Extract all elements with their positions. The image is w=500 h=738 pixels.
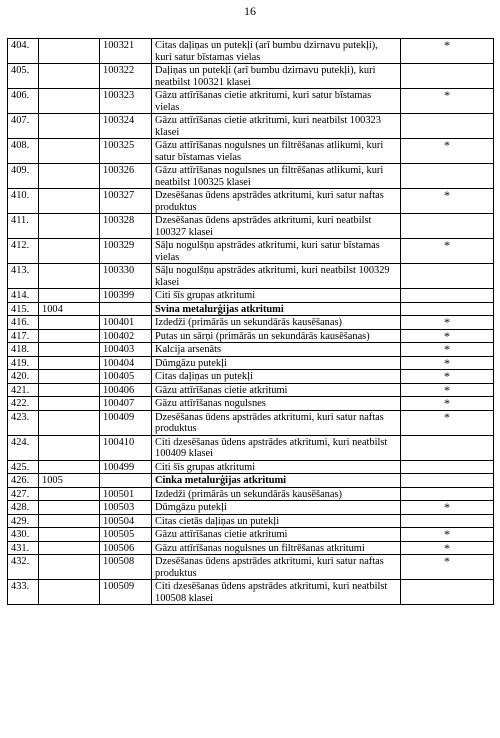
description-cell: Dzesēšanas ūdens apstrādes atkritumi, kuri satur naftas produktus <box>152 410 401 435</box>
table-row <box>8 89 494 114</box>
row-number-cell: 406. <box>8 89 39 114</box>
row-number-cell: 412. <box>8 239 39 264</box>
hazard-mark-cell: * <box>401 89 494 114</box>
hazard-mark-cell <box>401 289 494 303</box>
table-row <box>8 329 494 343</box>
group-code-cell: 1004 <box>39 302 100 316</box>
description-cell: Kalcija arsenāts <box>152 343 401 357</box>
group-code-cell <box>39 114 100 139</box>
waste-code-cell: 100503 <box>100 501 152 515</box>
description-cell: Citi dzesēšanas ūdens apstrādes atkritumi, kuri neatbilst 100409 klasei <box>152 435 401 460</box>
hazard-mark-cell <box>401 460 494 474</box>
description-cell: Citas daļiņas un putekļi <box>152 370 401 384</box>
row-number-cell: 432. <box>8 555 39 580</box>
waste-code-cell: 100499 <box>100 460 152 474</box>
hazard-mark-cell <box>401 64 494 89</box>
table-row <box>8 528 494 542</box>
waste-code-cell: 100323 <box>100 89 152 114</box>
row-number-cell: 419. <box>8 356 39 370</box>
row-number-cell: 404. <box>8 39 39 64</box>
row-number-cell: 408. <box>8 139 39 164</box>
row-number-cell: 429. <box>8 514 39 528</box>
waste-code-cell: 100328 <box>100 214 152 239</box>
description-cell: Citas daļiņas un putekļi (arī bumbu dzirnavu putekļi), kuri satur bīstamas vielas <box>152 39 401 64</box>
hazard-mark-cell: * <box>401 501 494 515</box>
description-cell: Citi šīs grupas atkritumi <box>152 460 401 474</box>
group-code-cell <box>39 501 100 515</box>
row-number-cell: 410. <box>8 189 39 214</box>
table-row <box>8 555 494 580</box>
table-row <box>8 460 494 474</box>
row-number-cell: 423. <box>8 410 39 435</box>
table-row <box>8 383 494 397</box>
row-number-cell: 416. <box>8 316 39 330</box>
group-code-cell <box>39 410 100 435</box>
group-code-cell <box>39 541 100 555</box>
table-row <box>8 139 494 164</box>
description-cell: Gāzu attīrīšanas nogulsnes un filtrēšanas atkritumi <box>152 541 401 555</box>
waste-code-cell: 100326 <box>100 164 152 189</box>
hazard-mark-cell: * <box>401 189 494 214</box>
group-code-cell <box>39 580 100 605</box>
row-number-cell: 413. <box>8 264 39 289</box>
row-number-cell: 414. <box>8 289 39 303</box>
hazard-mark-cell: * <box>401 541 494 555</box>
row-number-cell: 411. <box>8 214 39 239</box>
group-code-cell <box>39 264 100 289</box>
group-code-cell <box>39 343 100 357</box>
waste-code-cell: 100401 <box>100 316 152 330</box>
table-row <box>8 435 494 460</box>
group-code-cell <box>39 139 100 164</box>
hazard-mark-cell <box>401 264 494 289</box>
description-cell: Gāzu attīrīšanas nogulsnes un filtrēšanas atlikumi, kuri neatbilst 100325 klasei <box>152 164 401 189</box>
description-cell: Gāzu attīrīšanas cietie atkritumi, kuri satur bīstamas vielas <box>152 89 401 114</box>
description-cell: Gāzu attīrīšanas nogulsnes un filtrēšanas atlikumi, kuri satur bīstamas vielas <box>152 139 401 164</box>
description-cell: Cinka metalurģijas atkritumi <box>152 474 401 488</box>
table-row <box>8 164 494 189</box>
table-body <box>8 39 494 605</box>
table-row <box>8 370 494 384</box>
table-row <box>8 39 494 64</box>
hazard-mark-cell: * <box>401 239 494 264</box>
hazard-mark-cell: * <box>401 397 494 411</box>
waste-code-cell: 100403 <box>100 343 152 357</box>
table-row <box>8 189 494 214</box>
hazard-mark-cell <box>401 487 494 501</box>
table-row <box>8 316 494 330</box>
table-row <box>8 214 494 239</box>
row-number-cell: 426. <box>8 474 39 488</box>
waste-code-cell: 100506 <box>100 541 152 555</box>
hazard-mark-cell <box>401 214 494 239</box>
waste-code-cell: 100410 <box>100 435 152 460</box>
description-cell: Dūmgāzu putekļi <box>152 501 401 515</box>
row-number-cell: 421. <box>8 383 39 397</box>
group-code-cell <box>39 39 100 64</box>
row-number-cell: 425. <box>8 460 39 474</box>
table-row <box>8 501 494 515</box>
table-row <box>8 397 494 411</box>
description-cell: Izdedži (primārās un sekundārās kausēšanas) <box>152 316 401 330</box>
row-number-cell: 417. <box>8 329 39 343</box>
description-cell: Dzesēšanas ūdens apstrādes atkritumi, kuri satur naftas produktus <box>152 555 401 580</box>
group-code-cell <box>39 214 100 239</box>
row-number-cell: 407. <box>8 114 39 139</box>
row-number-cell: 418. <box>8 343 39 357</box>
table-row <box>8 64 494 89</box>
row-number-cell: 431. <box>8 541 39 555</box>
hazard-mark-cell <box>401 114 494 139</box>
hazard-mark-cell: * <box>401 343 494 357</box>
group-code-cell <box>39 397 100 411</box>
hazard-mark-cell: * <box>401 555 494 580</box>
description-cell: Gāzu attīrīšanas cietie atkritumi <box>152 383 401 397</box>
group-code-cell <box>39 89 100 114</box>
waste-code-cell <box>100 474 152 488</box>
table-row <box>8 356 494 370</box>
hazard-mark-cell <box>401 164 494 189</box>
waste-code-cell: 100321 <box>100 39 152 64</box>
hazard-mark-cell <box>401 435 494 460</box>
waste-code-cell: 100325 <box>100 139 152 164</box>
description-cell: Gāzu attīrīšanas cietie atkritumi, kuri neatbilst 100323 klasei <box>152 114 401 139</box>
group-code-cell <box>39 189 100 214</box>
group-code-cell <box>39 383 100 397</box>
hazard-mark-cell: * <box>401 528 494 542</box>
table-row <box>8 580 494 605</box>
description-cell: Citi dzesēšanas ūdens apstrādes atkritumi, kuri neatbilst 100508 klasei <box>152 580 401 605</box>
description-cell: Svina metalurģijas atkritumi <box>152 302 401 316</box>
waste-code-cell: 100404 <box>100 356 152 370</box>
waste-code-cell: 100409 <box>100 410 152 435</box>
group-code-cell <box>39 487 100 501</box>
row-number-cell: 405. <box>8 64 39 89</box>
page-number: 16 <box>244 4 256 18</box>
group-code-cell <box>39 356 100 370</box>
waste-code-cell: 100322 <box>100 64 152 89</box>
description-cell: Dūmgāzu putekļi <box>152 356 401 370</box>
table-row <box>8 410 494 435</box>
row-number-cell: 420. <box>8 370 39 384</box>
waste-code-cell: 100327 <box>100 189 152 214</box>
hazard-mark-cell <box>401 474 494 488</box>
group-code-cell <box>39 316 100 330</box>
waste-code-cell: 100402 <box>100 329 152 343</box>
group-code-cell <box>39 289 100 303</box>
group-code-cell <box>39 528 100 542</box>
group-header-row <box>8 474 494 488</box>
table-row <box>8 239 494 264</box>
waste-code-cell: 100329 <box>100 239 152 264</box>
description-cell: Daļiņas un putekļi (arī bumbu dzirnavu putekļi), kuri neatbilst 100321 klasei <box>152 64 401 89</box>
group-code-cell <box>39 239 100 264</box>
waste-code-cell: 100399 <box>100 289 152 303</box>
hazard-mark-cell: * <box>401 356 494 370</box>
table-row <box>8 114 494 139</box>
waste-classification-table <box>7 38 494 605</box>
row-number-cell: 427. <box>8 487 39 501</box>
description-cell: Citi šīs grupas atkritumi <box>152 289 401 303</box>
waste-code-cell: 100330 <box>100 264 152 289</box>
table-row <box>8 343 494 357</box>
row-number-cell: 409. <box>8 164 39 189</box>
description-cell: Sāļu nogulšņu apstrādes atkritumi, kuri satur bīstamas vielas <box>152 239 401 264</box>
group-code-cell <box>39 164 100 189</box>
waste-code-cell: 100407 <box>100 397 152 411</box>
table-row <box>8 514 494 528</box>
description-cell: Izdedži (primārās un sekundārās kausēšanas) <box>152 487 401 501</box>
hazard-mark-cell <box>401 514 494 528</box>
table-row <box>8 289 494 303</box>
hazard-mark-cell: * <box>401 329 494 343</box>
table-row <box>8 487 494 501</box>
waste-code-cell: 100509 <box>100 580 152 605</box>
waste-code-cell: 100405 <box>100 370 152 384</box>
group-code-cell: 1005 <box>39 474 100 488</box>
hazard-mark-cell: * <box>401 383 494 397</box>
group-header-row <box>8 302 494 316</box>
group-code-cell <box>39 460 100 474</box>
description-cell: Putas un sārņi (primārās un sekundārās kausēšanas) <box>152 329 401 343</box>
description-cell: Citas cietās daļiņas un putekļi <box>152 514 401 528</box>
description-cell: Gāzu attīrīšanas cietie atkritumi <box>152 528 401 542</box>
hazard-mark-cell: * <box>401 316 494 330</box>
table-row <box>8 264 494 289</box>
hazard-mark-cell <box>401 580 494 605</box>
row-number-cell: 433. <box>8 580 39 605</box>
waste-code-cell: 100406 <box>100 383 152 397</box>
hazard-mark-cell: * <box>401 39 494 64</box>
group-code-cell <box>39 64 100 89</box>
table-row <box>8 541 494 555</box>
group-code-cell <box>39 370 100 384</box>
description-cell: Gāzu attīrīšanas nogulsnes <box>152 397 401 411</box>
description-cell: Sāļu nogulšņu apstrādes atkritumi, kuri neatbilst 100329 klasei <box>152 264 401 289</box>
group-code-cell <box>39 514 100 528</box>
row-number-cell: 424. <box>8 435 39 460</box>
waste-code-cell: 100324 <box>100 114 152 139</box>
row-number-cell: 422. <box>8 397 39 411</box>
waste-code-cell: 100501 <box>100 487 152 501</box>
hazard-mark-cell: * <box>401 139 494 164</box>
hazard-mark-cell <box>401 302 494 316</box>
waste-code-cell: 100508 <box>100 555 152 580</box>
row-number-cell: 428. <box>8 501 39 515</box>
group-code-cell <box>39 435 100 460</box>
hazard-mark-cell: * <box>401 410 494 435</box>
row-number-cell: 415. <box>8 302 39 316</box>
group-code-cell <box>39 555 100 580</box>
description-cell: Dzesēšanas ūdens apstrādes atkritumi, kuri satur naftas produktus <box>152 189 401 214</box>
group-code-cell <box>39 329 100 343</box>
waste-code-cell: 100505 <box>100 528 152 542</box>
description-cell: Dzesēšanas ūdens apstrādes atkritumi, kuri neatbilst 100327 klasei <box>152 214 401 239</box>
waste-code-cell: 100504 <box>100 514 152 528</box>
waste-code-cell <box>100 302 152 316</box>
row-number-cell: 430. <box>8 528 39 542</box>
hazard-mark-cell: * <box>401 370 494 384</box>
